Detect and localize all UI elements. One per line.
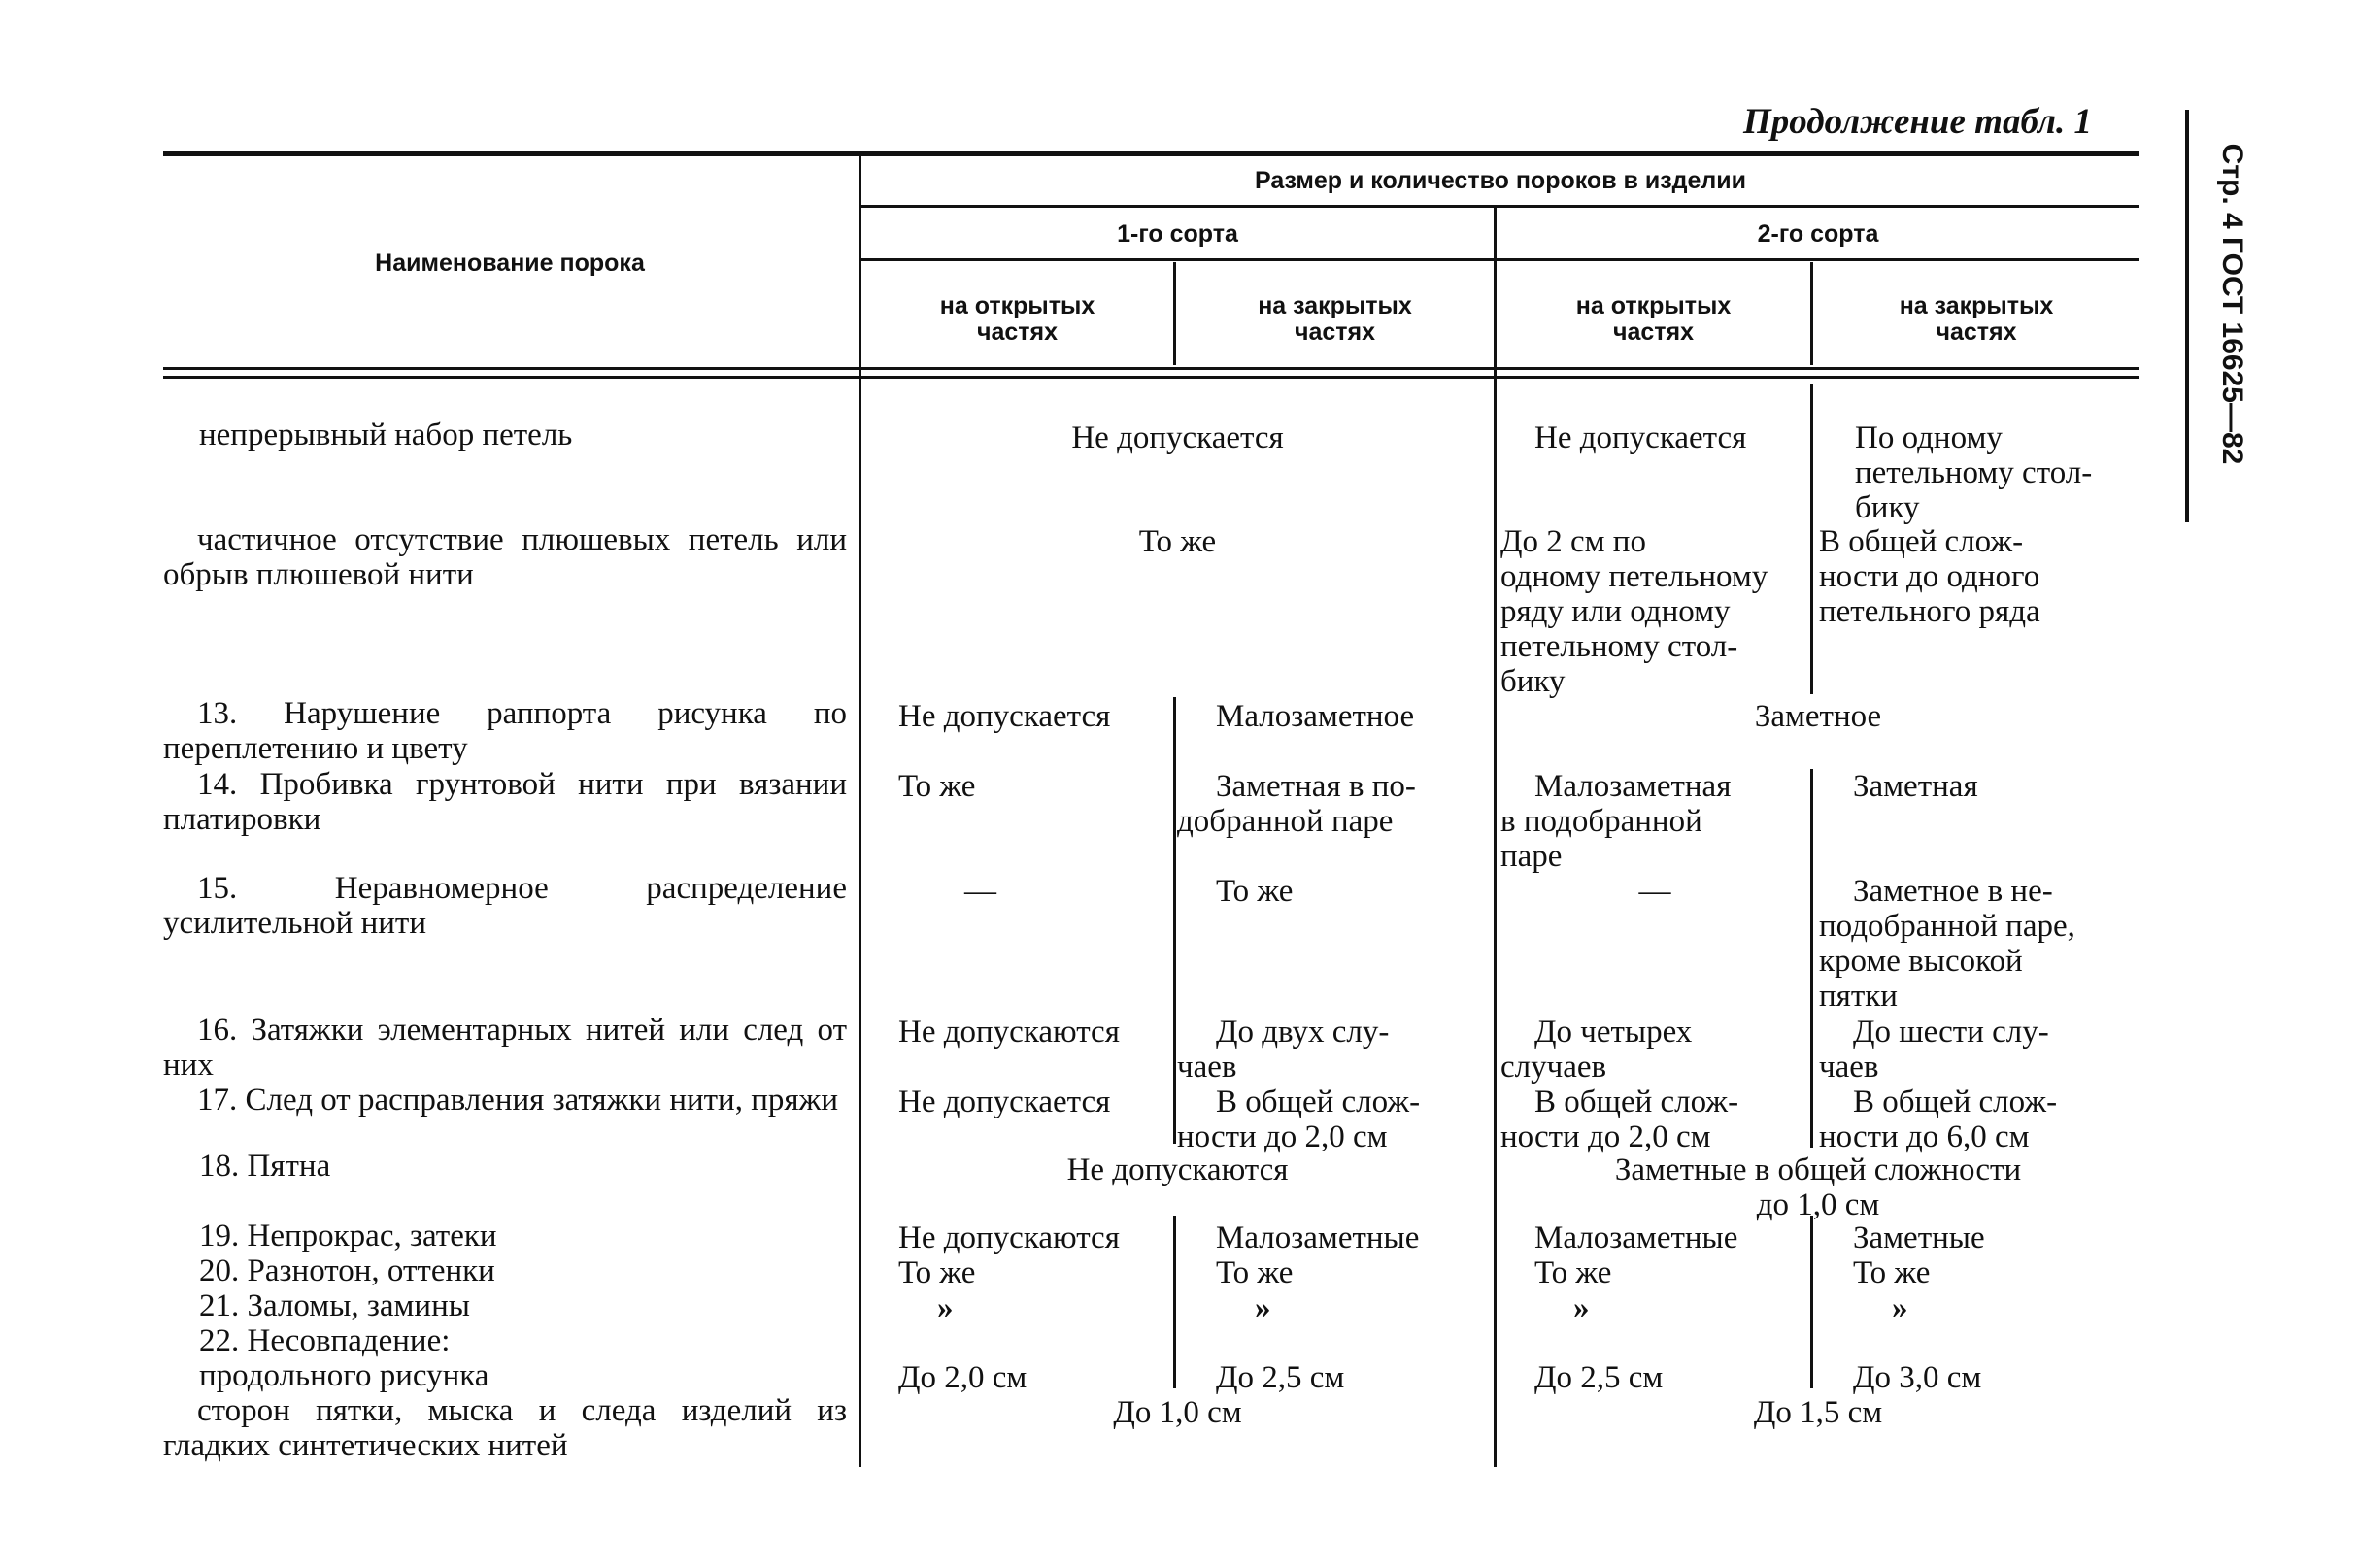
table-cell-g2-closed: Заметная — [1853, 769, 1978, 804]
table-cell-g2-open: До 2,5 см — [1534, 1360, 1664, 1395]
table-cell-g1-closed: То же — [1216, 1255, 1294, 1290]
table-cell-g2-open: — — [1638, 874, 1671, 909]
side-label-text: Стр. 4 ГОСТ 16625—82 — [2216, 143, 2248, 465]
table-cell-g2-open: В общей слож- ности до 2,0 см — [1500, 1084, 1739, 1154]
table-cell-g1-closed: Заметная в по- добранной паре — [1177, 769, 1416, 839]
table-cell-g1-open: До 2,0 см — [898, 1360, 1027, 1395]
table-cell-g2-closed: » — [1892, 1290, 1908, 1325]
header-g2-open: на открытых частях — [1575, 292, 1732, 346]
header-rule-size — [861, 205, 2139, 208]
table-row-name: 15. Неравномерное распределение усилительной нити — [163, 871, 847, 941]
table-cell-g1-closed: До 2,5 см — [1216, 1360, 1345, 1395]
table-cell-g2-closed: В общей слож- ности до 6,0 см — [1819, 1084, 2058, 1154]
table-cell-g1-closed: До двух слу- чаев — [1177, 1015, 1390, 1084]
table-row-name: 14. Пробивка грунтовой нити при вязании платировки — [163, 767, 847, 837]
body-divider-g1 — [1173, 1216, 1176, 1388]
table-cell-g1-open: То же — [898, 1255, 976, 1290]
table-row-name: сторон пятки, мыска и следа изделий из гладких синтетических нитей — [163, 1393, 847, 1463]
table-row-name: 13. Нарушение раппорта рисунка по переплетению и цвету — [163, 696, 847, 766]
table-cell-g1-closed: В общей слож- ности до 2,0 см — [1177, 1084, 1421, 1154]
side-label — [2212, 113, 2251, 501]
table-cell-g2-open: До 2 см по одному петельному ряду или одному петельному стол- бику — [1500, 524, 1768, 699]
table-cell-g2-closed: По одному петельному стол- бику — [1855, 420, 2093, 525]
table-cell-g1-open: Не допускается — [898, 1084, 1111, 1119]
table-row-name: 20. Разнотон, оттенки — [199, 1253, 495, 1288]
body-divider-g2 — [1810, 769, 1813, 1148]
header-grade2: 2-го сорта — [1757, 220, 1879, 248]
table-cell-g1-open: Не допускается — [898, 699, 1111, 734]
table-cell-g2-open: То же — [1534, 1255, 1612, 1290]
header-bottom-rule-2 — [163, 376, 2139, 379]
table-row-name: 22. Несовпадение: — [199, 1323, 451, 1358]
table-cell-g1-open: Не допускаются — [898, 1015, 1120, 1050]
header-g1-open: на открытых частях — [939, 292, 1095, 346]
table-cell-g2-open: До четырех случаев — [1500, 1015, 1693, 1084]
table-cell-g1-closed: Малозаметные — [1216, 1220, 1420, 1255]
table-cell-g1-closed: » — [1255, 1290, 1271, 1325]
table-cell-g2-closed: То же — [1853, 1255, 1931, 1290]
table-cell-g2-open: Малозаметные — [1534, 1220, 1738, 1255]
header-bottom-rule-1 — [163, 367, 2139, 370]
table-cell-g2-merged: Заметное — [1754, 699, 1882, 734]
table-cell-g2-closed: В общей слож- ности до одного петельного ряда — [1819, 524, 2040, 629]
col-divider-grades — [1494, 206, 1497, 1467]
table-cell-g2-open: Малозаметная в подобранной паре — [1500, 769, 1732, 874]
header-name-column: Наименование порока — [375, 250, 645, 277]
header-grade1: 1-го сорта — [1117, 220, 1238, 248]
table-row-name: 18. Пятна — [199, 1149, 331, 1184]
table-row-name: 21. Заломы, замины — [199, 1288, 470, 1323]
table-cell-g1-closed: То же — [1216, 874, 1294, 909]
body-divider-g1 — [1173, 697, 1176, 1144]
table-row-name: 17. След от расправления затяжки нити, пряжи — [197, 1083, 839, 1118]
side-rule — [2185, 110, 2189, 522]
table-cell-g1-open: То же — [898, 769, 976, 804]
continuation-title: Продолжение табл. 1 — [1743, 102, 2092, 142]
header-rule-grades — [861, 258, 2139, 261]
table-cell-g2-closed: Заметное в не- подобранной паре, кроме высокой пятки — [1819, 874, 2075, 1014]
table-cell-g1-merged: Не допускаются — [1066, 1152, 1289, 1187]
table-cell-g2-merged: Заметные в общей сложности до 1,0 см — [1614, 1152, 2022, 1222]
table-row-name: продольного рисунка — [199, 1358, 489, 1393]
table-cell-g1-open: » — [937, 1290, 954, 1325]
table-cell-g1-open: — — [964, 874, 996, 909]
table-cell-g1-closed: Малозаметное — [1216, 699, 1415, 734]
table-row-name: непрерывный набор петель — [199, 417, 573, 452]
table-cell-g2-open: Не допускается — [1534, 420, 1747, 455]
body-divider-g2 — [1810, 384, 1813, 694]
table-cell-g1-merged: То же — [1138, 524, 1217, 559]
table-cell-g2-closed: Заметные — [1853, 1220, 1985, 1255]
table-top-rule — [163, 151, 2139, 156]
table-cell-g1-merged: До 1,0 см — [1113, 1395, 1242, 1430]
table-cell-g2-closed: До шести слу- чаев — [1819, 1015, 2049, 1084]
table-row-name: 19. Непрокрас, затеки — [199, 1218, 497, 1253]
table-row-name: 16. Затяжки элементарных нитей или след от них — [163, 1013, 847, 1083]
header-g2-closed: на закрытых частях — [1899, 292, 2054, 346]
table-cell-g2-open: » — [1573, 1290, 1590, 1325]
header-size-count: Размер и количество пороков в изделии — [1254, 167, 1747, 194]
table-cell-g2-closed: До 3,0 см — [1853, 1360, 1982, 1395]
table-row-name: частичное отсутствие плюшевых петель или обрыв плюшевой нити — [163, 522, 847, 592]
table-cell-g2-merged: До 1,5 см — [1753, 1395, 1883, 1430]
table-cell-g1-merged: Не допускается — [1071, 420, 1284, 455]
table-cell-g1-open: Не допускаются — [898, 1220, 1120, 1255]
col-divider-name — [859, 154, 861, 1467]
header-g1-closed: на закрытых частях — [1258, 292, 1412, 346]
body-divider-g2 — [1810, 1216, 1813, 1388]
